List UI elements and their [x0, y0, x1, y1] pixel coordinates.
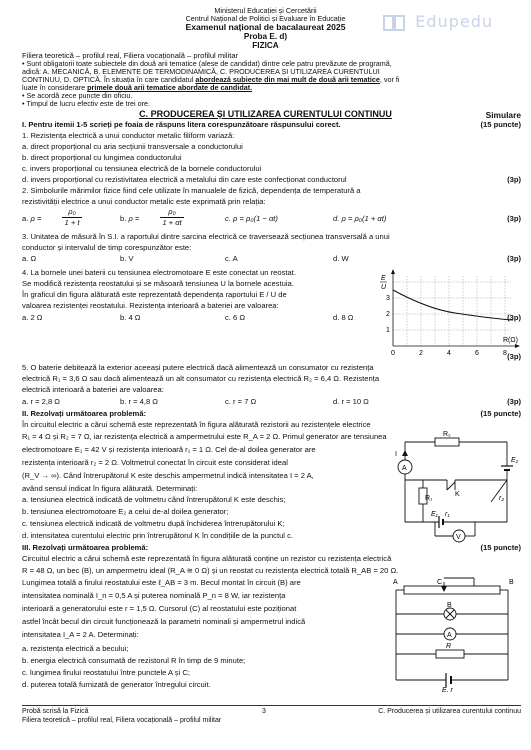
- exam-proba: Proba E. d): [243, 32, 288, 41]
- q3-text-2: conductor și intervalul de timp corespunzător este:: [22, 243, 192, 252]
- q4-graph-x-tick-6: 6: [475, 350, 479, 357]
- part2-line-6: având sensul indicat în figura alăturată. Determinați:: [22, 484, 198, 493]
- q4-graph-x-tick-8: 8: [503, 350, 507, 357]
- q2a-fraction: [62, 207, 82, 227]
- q5-option-b: b. r = 4,8 Ω: [120, 397, 158, 406]
- q5-option-c: c. r = 7 Ω: [225, 397, 257, 406]
- q4-graph-x-tick-2: 2: [419, 350, 423, 357]
- header-ministry: Ministerul Educației și Cercetării: [214, 6, 317, 15]
- part3-line-3: Lungimea totală a firului reostatului este ℓ_AB = 3 m. Becul montat în circuit (B) are: [22, 578, 301, 587]
- q5-points: (3p): [507, 397, 521, 406]
- q2-option-b: [120, 214, 139, 223]
- bullet1-d-bold: primele două arii tematice abordate de candidat.: [87, 83, 253, 92]
- q2b-denominator: 1 + αt: [160, 217, 184, 227]
- footer-left: Probă scrisă la Fizică: [22, 708, 89, 715]
- part3-line-2: R = 48 Ω, un bec (B), un ampermetru ideal (R_A ≅ 0 Ω) și un reostat cu rezistența electrică totală R_AB = 20 Ω.: [22, 566, 399, 575]
- q4-points: (3p): [507, 313, 521, 322]
- q5-text-2: electrică R₁ = 3,6 Ω sau dacă alimentează un alt consumator cu rezistența electrică R₂ = 6,4 Ω. Rezistența: [22, 374, 380, 383]
- fig2-r1-internal-label: r₁: [445, 511, 450, 518]
- q1-option-c: c. invers proporțional cu tensiunea electrică de la bornele conductorului: [22, 164, 262, 173]
- part2-line-4: rezistența interioară r₂ = 2 Ω. Voltmetrul conectat în circuit este considerat ideal: [22, 458, 288, 467]
- q2a-numerator: ρ₀: [68, 207, 76, 216]
- fig2-v-label: V: [456, 534, 461, 541]
- q4-text-3: În graficul din figura alăturată este reprezentată dependența raportului E / U de: [22, 290, 287, 299]
- header-filiera: Filiera teoretică – profilul real, Filiera vocațională – profilul militar: [22, 51, 239, 60]
- q4-graph-curve: [393, 290, 513, 320]
- q2b-label: b.: [120, 214, 127, 223]
- q2-text-1: 2. Simbolurile mărimilor fizice fiind cele utilizate în manualele de fizică, dependența de temperatură a: [22, 186, 361, 195]
- q3-option-c: c. A: [225, 254, 238, 263]
- k-switch: [447, 482, 455, 490]
- q4-graph-x-arrow: [515, 344, 520, 348]
- q4-graph-y-label-top: E: [381, 275, 386, 282]
- current-arrow-icon: [402, 450, 408, 456]
- part2-line-5: (R_V → ∞). Când întrerupătorul K este deschis ampermetrul indică intensitatea I = 2 A,: [22, 471, 314, 480]
- bullet1-c-bold: abordează subiecte din mai mult de două arii tematice: [195, 75, 380, 84]
- q5-option-d: d. r = 10 Ω: [333, 397, 369, 406]
- part3-line-1: Circuitul electric a cărui schemă este reprezentată în figura alăturată conține un rezistor cu rezistența electrică: [22, 554, 392, 563]
- footer-divider: [22, 705, 521, 706]
- q2a-denominator: 1 + t: [62, 217, 82, 227]
- q4-option-a: a. 2 Ω: [22, 313, 43, 322]
- section-title: C. PRODUCEREA ŞI UTILIZAREA CURENTULUI CONTINUU: [139, 109, 392, 119]
- fig2-r1-label: R₁: [425, 495, 433, 502]
- header-center: Centrul Național de Politici și Evaluare în Educație: [185, 14, 346, 23]
- q2-option-c: c. ρ = ρ₀(1 − αt): [225, 214, 278, 223]
- exam-title: Examenul național de bacalaureat 2025: [185, 22, 346, 32]
- header-bullet2: • Se acordă zece puncte din oficiu.: [22, 91, 133, 100]
- fig2-e1-label: E₁: [431, 511, 438, 518]
- header-bullet1-b: adică: A. MECANICĂ, B. ELEMENTE DE TERMODINAMICĂ, C. PRODUCEREA ȘI UTILIZAREA CURENTULUI: [22, 67, 380, 76]
- section-tag: Simulare: [485, 110, 521, 120]
- q4-graph-grid: [393, 276, 511, 346]
- q2b-rho: ρ =: [128, 214, 140, 223]
- q4-option-b: b. 4 Ω: [120, 313, 141, 322]
- q3-text-1: 3. Unitatea de măsură în S.I. a raportului dintre sarcina electrică ce traversează secțiunea transversală a unui: [22, 232, 390, 241]
- q1-option-d: d. invers proporțional cu rezistivitatea electrică a metalului din care este confecționat conductorul: [22, 175, 347, 184]
- fig2-e2-label: E₂: [511, 457, 519, 464]
- fig3-b-end-label: B: [509, 579, 514, 586]
- fig3-er-label: E, r: [442, 687, 453, 692]
- part3-line-4: intensitatea nominală I_n = 0,5 A și puterea nominală P_n = 8 W, iar rezistența: [22, 591, 286, 600]
- part2-item-c: c. tensiunea electrică indicată de voltmetru după închiderea întrerupătorului K;: [22, 519, 285, 528]
- q4-graph-y-arrow: [391, 269, 395, 274]
- part3-line-6: astfel încât becul din circuit funcționează la parametri nominali și ampermetrul indică: [22, 617, 306, 626]
- part2-item-a: a. tensiunea electrică indicată de voltmetru când întrerupătorul K este deschis;: [22, 495, 286, 504]
- q1-text: 1. Rezistența electrică a unui conductor metalic filiform variază:: [22, 131, 235, 140]
- part3-line-7: intensitatea I_A = 2 A. Determinați:: [22, 630, 139, 639]
- q3-option-b: b. V: [120, 254, 134, 263]
- r2-resistor: [435, 438, 459, 446]
- reostat: [404, 586, 500, 594]
- q3-option-a: a. Ω: [22, 254, 37, 263]
- q2a-rho: ρ =: [30, 214, 42, 223]
- part3-line-5: interioară a generatorului este r = 1,5 Ω. Cursorul (C) al reostatului este poziționat: [22, 604, 297, 613]
- fig2-i-label: I: [395, 451, 397, 458]
- part2-line-2: R₁ = 4 Ω și R₂ = 7 Ω, iar rezistența electrică a ampermetrului este R_A = 2 Ω. Primul generator are tensiunea: [22, 432, 387, 441]
- q4-graph-x-tick-0: 0: [391, 350, 395, 357]
- q4-option-c: c. 6 Ω: [225, 313, 246, 322]
- q4-text-1: 4. La bornele unei baterii cu tensiunea electromotoare E este conectat un reostat.: [22, 268, 296, 277]
- footer-right: C. Producerea și utilizarea curentului continuu: [378, 708, 521, 715]
- part3-item-b: b. energia electrică consumată de rezistorul R în timp de 9 minute;: [22, 656, 246, 665]
- fig3-r-label: R: [446, 643, 452, 650]
- part2-line-1: În circuitul electric a cărui schemă este reprezentată în figura alăturată rezistorii au rezistențele electrice: [22, 420, 371, 429]
- q3-option-d: d. W: [333, 254, 349, 263]
- q2-option-d: d. ρ = ρ₀(1 + αt): [333, 214, 387, 223]
- q1-points: (3p): [507, 175, 521, 184]
- q4-text-2: Se modifică rezistența reostatului și se măsoară tensiunea U la bornele acestuia.: [22, 279, 294, 288]
- q4-option-d: d. 8 Ω: [333, 313, 354, 322]
- q4-text-4: valoarea rezistenței reostatului. Rezistența interioară a bateriei are valoarea:: [22, 301, 279, 310]
- fig2-r2-label: R₂: [443, 431, 451, 438]
- q2-points: (3p): [507, 214, 521, 223]
- q4-graph-y-tick-2: 2: [386, 311, 390, 318]
- q3-points: (3p): [507, 254, 521, 263]
- part2-heading: II. Rezolvați următoarea problemă:: [22, 409, 147, 418]
- q4-graph-x-tick-4: 4: [447, 350, 451, 357]
- part2-points: (15 puncte): [480, 409, 521, 418]
- r-resistor: [436, 650, 464, 658]
- part3-item-d: d. puterea totală furnizată de generator întregului circuit.: [22, 680, 211, 689]
- fig3-a-label: A: [393, 579, 398, 586]
- fig2-a-label: A: [402, 465, 407, 472]
- q4-graph-y-tick-1: 1: [386, 327, 390, 334]
- bullet1-c-plain: CONTINUU, D. OPTICĂ. În situația în care candidatul: [22, 75, 194, 84]
- q2-text-2: rezistivității electrice a unui conductor metalic este exprimată prin relația:: [22, 197, 266, 206]
- part2-circuit: [395, 430, 521, 548]
- q5-text-1: 5. O baterie debitează la exterior aceeași putere electrică dacă alimentează un consumator cu rezistența: [22, 363, 374, 372]
- q4-graph-y-label-bottom: U: [381, 284, 387, 291]
- part3-points: (15 puncte): [480, 543, 521, 552]
- part2-item-d: d. intensitatea curentului electric prin întrerupătorul K în condițiile de la punctul c.: [22, 531, 293, 540]
- bullet1-d-plain: luate în considerare: [22, 83, 86, 92]
- part3-item-a: a. rezistența electrică a becului;: [22, 644, 129, 653]
- fig2-r2-internal-label: r₂: [499, 495, 505, 502]
- header-bullet1-a: • Sunt obligatorii toate subiectele din două arii tematice (alese de candidat) dintre cele patru prevăzute de programă,: [22, 59, 392, 68]
- part1-heading: I. Pentru itemii 1-5 scrieți pe foaia de răspuns litera corespunzătoare răspunsului corect.: [22, 120, 341, 129]
- q2b-fraction: [160, 207, 184, 227]
- fig3-bulb-label: B: [447, 602, 452, 609]
- q2-option-a: [22, 214, 41, 223]
- part1-points: (15 puncte): [480, 120, 521, 129]
- q2a-label: a.: [22, 214, 29, 223]
- q4-graph-points: (3p): [507, 352, 521, 361]
- q1-option-a: a. direct proporțional cu aria secțiunii transversale a conductorului: [22, 142, 243, 151]
- part2-item-b: b. tensiunea electromotoare E₂ a celui de-al doilea generator;: [22, 507, 229, 516]
- fig2-k-label: K: [455, 491, 460, 498]
- q4-graph-y-tick-3: 3: [386, 295, 390, 302]
- footer-page-number: 3: [262, 708, 266, 715]
- q2b-numerator: ρ₀: [168, 207, 176, 216]
- bullet1-c-tail: , vor fi: [379, 75, 400, 84]
- part2-line-3: electromotoare E₁ = 42 V și rezistența interioară r₁ = 1 Ω. Cel de-al doilea generator are: [22, 445, 316, 454]
- fig3-ammeter-label: A: [447, 632, 452, 639]
- q5-text-3: electrică interioară a bateriei are valoarea:: [22, 385, 164, 394]
- exam-subject: FIZICA: [252, 41, 279, 50]
- q5-option-a: a. r = 2,8 Ω: [22, 397, 60, 406]
- watermark-text: Edupedu: [415, 12, 493, 31]
- header-bullet3: • Timpul de lucru efectiv este de trei ore.: [22, 99, 150, 108]
- fig3-c-label: C: [437, 579, 443, 586]
- part3-circuit: [388, 576, 522, 692]
- part3-item-c: c. lungimea firului reostatului între punctele A și C;: [22, 668, 190, 677]
- q4-graph-x-label: R(Ω): [503, 337, 518, 344]
- q4-graph: [375, 268, 525, 360]
- footer-left-2: Filiera teoretică – profilul real, Filiera vocațională – profilul militar: [22, 717, 222, 724]
- q1-option-b: b. direct proporțional cu lungimea conductorului: [22, 153, 182, 162]
- part3-heading: III. Rezolvați următoarea problemă:: [22, 543, 149, 552]
